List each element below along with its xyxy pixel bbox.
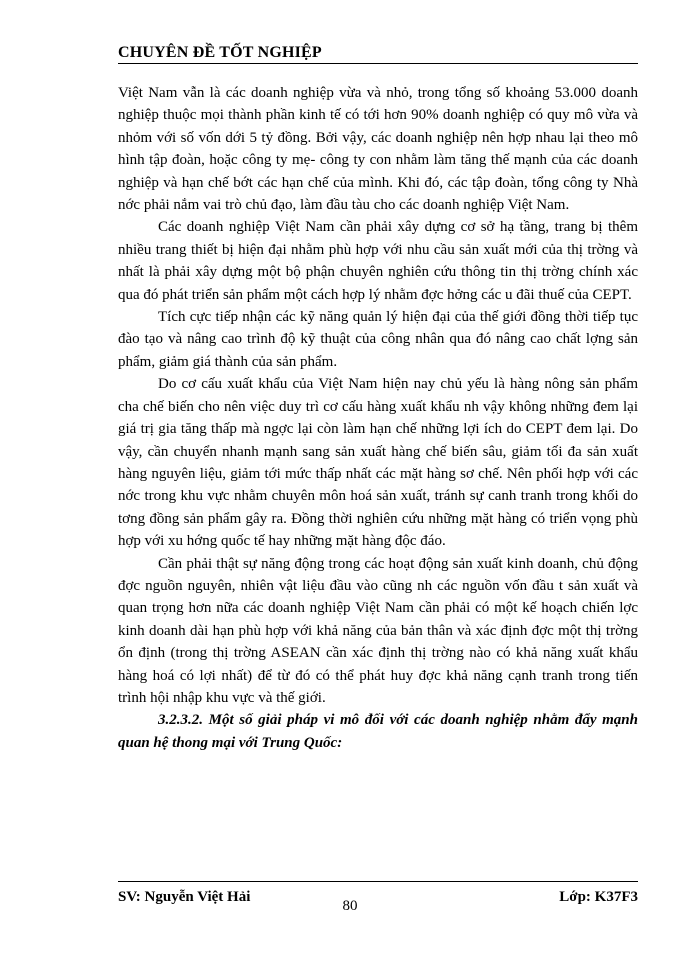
paragraph-1: Việt Nam vẫn là các doanh nghiệp vừa và nhỏ, trong tổng số khoảng 53.000 doanh nghiệp thuộc mọi thành phần kinh tế có tới hơn 90% doanh nghiệp có quy mô vừa và nhỏm với số vốn dới 5 tỷ đồng. Bởi vậy, các doanh nghiệp nên hợp nhau lại theo mô hình tập đoàn, hoặc công ty mẹ- công ty con nhằm làm tăng thế mạnh của các doanh nghiệp và hạn chế bớt các hạn chế của mình. Khi đó, các tập đoàn, tổng công ty Nhà nớc phải nắm vai trò chủ đạo, làm đầu tàu cho các doanh nghiệp Việt Nam.	[118, 85, 638, 214]
footer-divider	[118, 881, 638, 882]
paragraph-5: Cần phải thật sự năng động trong các hoạt động sản xuất kinh doanh, chủ động đợc nguồn nguyên, nhiên vật liệu đầu vào cũng nh các nguồn vốn đầu t sản xuất và quan trọng hơn nữa các doanh nghiệp Việt Nam cần phải có một kế hoạch chiến lợc kinh doanh dài hạn phù hợp với khả năng của bản thân và xác định đợc một thị trờng ổn định (trong thị trờng ASEAN cần xác định thị trờng nào có khả năng xuất khẩu hàng hoá có lợi nhất) để từ đó có thể phát huy đợc khả năng cạnh tranh trong tiến trình hội nhập khu vực và thế giới.	[118, 555, 638, 706]
page-number: 80	[342, 898, 358, 914]
paragraph-3: Tích cực tiếp nhận các kỹ năng quản lý hiện đại của thế giới đồng thời tiếp tục đào tạo và nâng cao trình độ kỹ thuật của công nhân qua đó nâng cao chất lợng sản phẩm, giảm giá thành của sản phẩm.	[118, 309, 638, 370]
document-header-title: CHUYÊN ĐỀ TỐT NGHIỆP	[118, 44, 322, 61]
footer-student-name: SV: Nguyễn Việt Hải	[118, 889, 251, 905]
footer-class-label: Lớp: K37F3	[559, 889, 638, 905]
paragraph-2: Các doanh nghiệp Việt Nam cần phải xây dựng cơ sở hạ tầng, trang bị thêm nhiều trang thiết bị hiện đại nhằm phù hợp với nhu cầu sản xuất mới của thị trờng và nhất là phải xây dựng một bộ phận chuyên nghiên cứu thông tin thị trờng chính xác qua đó phát triển sản phẩm một cách hợp lý nhằm đợc hởng các u đãi thuế của CEPT.	[118, 219, 638, 303]
paragraph-4: Do cơ cấu xuất khẩu của Việt Nam hiện nay chủ yếu là hàng nông sản phẩm cha chế biến cho nên việc duy trì cơ cấu hàng xuất khẩu nh vậy không những đem lại giá trị gia tăng thấp mà ngợc lại còn làm hạn chế những lợi ích do CEPT đem lại. Do vậy, cần chuyển nhanh mạnh sang sản xuất hàng chế biến sâu, giảm tối đa sản xuất hàng nguyên liệu, giảm tới mức thấp nhất các mặt hàng sơ chế. Nên phối hợp với các nớc trong khu vực nhằm chuyên môn hoá sản xuất, tránh sự canh tranh trong khối do tơng đồng sản phẩm gây ra. Đồng thời nghiên cứu những mặt hàng có triển vọng phù hợp với xu hớng quốc tế hay những mặt hàng độc đáo.	[118, 376, 638, 550]
section-subheading: 3.2.3.2. Một số giải pháp vi mô đối với các doanh nghiệp nhằm đẩy mạnh quan hệ thong mại với Trung Quốc:	[118, 712, 638, 751]
header-divider	[118, 63, 638, 64]
document-body	[118, 82, 638, 754]
